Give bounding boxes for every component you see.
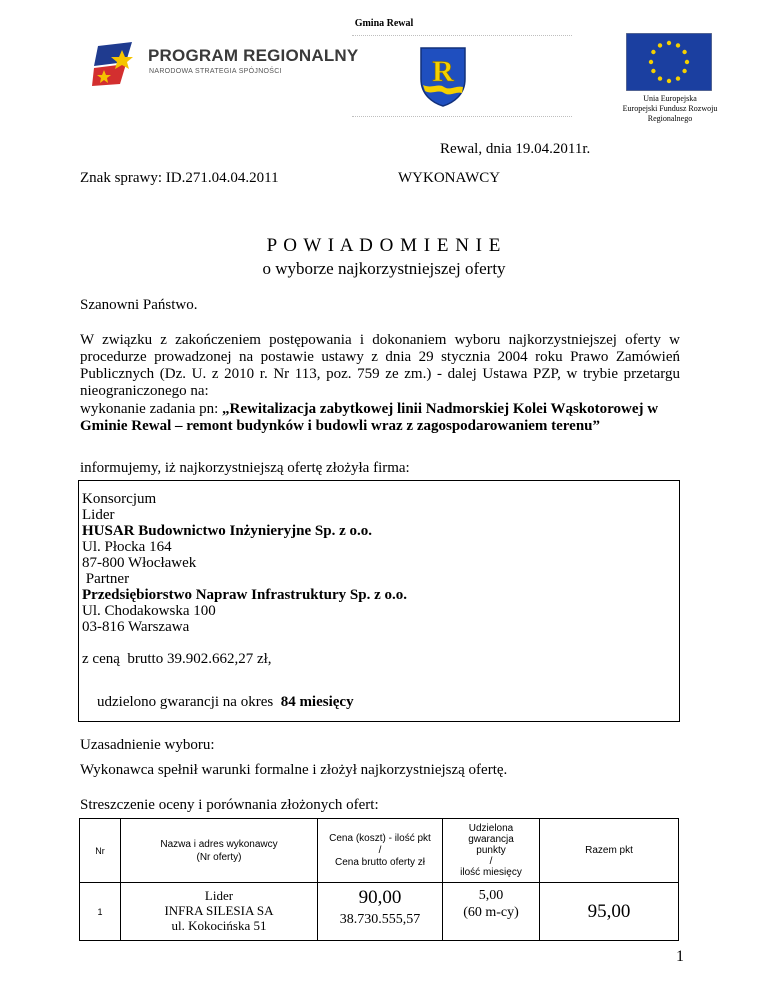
- warranty-value: 84 miesięcy: [280, 694, 354, 710]
- winner-company-partner: Przedsiębiorstwo Napraw Infrastruktury Sp. z o.o.: [82, 587, 407, 603]
- eu-flag: [626, 33, 712, 91]
- program-logo-title: PROGRAM REGIONALNY: [148, 46, 359, 65]
- table-row: [80, 883, 679, 941]
- cell-price-value: 38.730.555,57: [339, 912, 421, 927]
- cell-name-line: Lider: [204, 888, 234, 903]
- winner-box: [78, 480, 680, 722]
- col-header-warranty-line: /: [489, 856, 493, 867]
- justification-text: Wykonawca spełnił warunki formalne i złożył najkorzystniejszą ofertę.: [80, 762, 508, 778]
- winner-warranty: [82, 677, 354, 728]
- eu-caption: [590, 94, 750, 124]
- col-header-name-line: (Nr oferty): [196, 851, 242, 863]
- col-header-total: [540, 819, 679, 883]
- gmina-crest: [418, 45, 468, 107]
- cell-name-line: ul. Kokocińska 51: [171, 918, 267, 933]
- cell-price-points: 90,00: [358, 887, 402, 908]
- col-header-price-line: Cena brutto oferty zł: [334, 856, 426, 868]
- eu-caption-line: Unia Europejska: [643, 94, 697, 103]
- document-title: P O W I A D O M I E N I E: [266, 235, 502, 256]
- cell-total: 95,00: [540, 883, 679, 941]
- scores-table: [79, 818, 679, 941]
- col-header-price-line: /: [378, 844, 382, 856]
- task-description: [80, 401, 680, 435]
- col-header-warranty-line: gwarancja: [468, 834, 514, 845]
- col-header-price: [318, 819, 443, 883]
- eu-flag-icon: [626, 33, 712, 91]
- col-header-warranty-line: Udzielona: [468, 823, 514, 834]
- winner-details: [82, 491, 407, 635]
- header-divider-bottom: [352, 116, 572, 117]
- summary-label: Streszczenie oceny i porównania złożonych ofert:: [80, 797, 379, 813]
- table-header-row: [80, 819, 679, 883]
- crest-icon: [418, 45, 468, 107]
- winner-line-consortium: Konsorcjum: [82, 491, 157, 507]
- winner-city-leader: 87-800 Włocławek: [82, 555, 197, 571]
- col-header-name: [121, 819, 318, 883]
- winner-price: z ceną brutto 39.902.662,27 zł,: [82, 651, 272, 667]
- program-logo-subtitle: NARODOWA STRATEGIA SPÓJNOŚCI: [149, 68, 282, 75]
- program-regionalny-logo: [92, 40, 359, 88]
- place-date: Rewal, dnia 19.04.2011r.: [440, 141, 591, 157]
- page-number: 1: [676, 948, 684, 965]
- col-header-nr-label: Nr: [95, 845, 105, 856]
- inform-text: informujemy, iż najkorzystniejszą ofertę złożyła firma:: [80, 460, 410, 476]
- cell-nr: 1: [80, 883, 121, 941]
- col-header-warranty-line: ilość miesięcy: [460, 867, 522, 878]
- eu-caption-line: Europejski Fundusz Rozwoju: [622, 104, 718, 113]
- col-header-nr: [80, 819, 121, 883]
- greeting: Szanowni Państwo.: [80, 297, 198, 313]
- addressee: WYKONAWCY: [398, 170, 501, 186]
- winner-street-partner: Ul. Chodakowska 100: [82, 603, 216, 619]
- intro-paragraph: W związku z zakończeniem postępowania i dokonaniem wyboru najkorzystniejszej oferty w procedurze prowadzonej na postawie ustawy z dnia 29 stycznia 2004 roku Prawo Zamówień Publicznych (Dz. U. z 2010 r. Nr 113, poz. 759 ze zm.) - dalej Ustawa PZP, w trybie przetargu nieograniczonego na:: [80, 332, 680, 399]
- winner-company-leader: HUSAR Budownictwo Inżynieryjne Sp. z o.o.: [82, 523, 373, 539]
- cell-price: [318, 883, 443, 941]
- cell-warranty: [443, 883, 540, 941]
- col-header-total-label: Razem pkt: [585, 845, 633, 856]
- col-header-price-line: Cena (koszt) - ilość pkt: [329, 832, 431, 844]
- winner-street-leader: Ul. Płocka 164: [82, 539, 172, 555]
- winner-line-partner: Partner: [82, 571, 130, 587]
- warranty-prefix: udzielono gwarancji na okres: [97, 694, 281, 710]
- crest-letter: R: [432, 55, 454, 88]
- eu-caption-line: Regionalnego: [647, 114, 693, 123]
- task-name: „Rewitalizacja zabytkowej linii Nadmorskiej Kolei Wąskotorowej w Gminie Rewal – remont budynków i budowli wraz z zagospodarowaniem terenu”: [80, 401, 659, 434]
- winner-city-partner: 03-816 Warszawa: [82, 619, 190, 635]
- task-prefix: wykonanie zadania pn:: [80, 401, 223, 417]
- cell-warranty-months: (60 m-cy): [463, 905, 519, 920]
- program-logo-icon: [92, 40, 142, 88]
- document-subtitle: o wyborze najkorzystniejszej oferty: [262, 259, 506, 278]
- cell-warranty-points: 5,00: [478, 888, 504, 903]
- header-municipality: Gmina Rewal: [354, 18, 414, 29]
- cell-name-line: INFRA SILESIA SA: [164, 903, 274, 918]
- winner-line-leader: Lider: [82, 507, 115, 523]
- col-header-warranty: [443, 819, 540, 883]
- justification-label: Uzasadnienie wyboru:: [80, 737, 215, 753]
- col-header-name-line: Nazwa i adres wykonawcy: [160, 838, 278, 850]
- col-header-warranty-line: punkty: [476, 845, 506, 856]
- cell-name: [121, 883, 318, 941]
- header-divider-top: [352, 35, 572, 36]
- case-reference: Znak sprawy: ID.271.04.04.2011: [80, 170, 279, 186]
